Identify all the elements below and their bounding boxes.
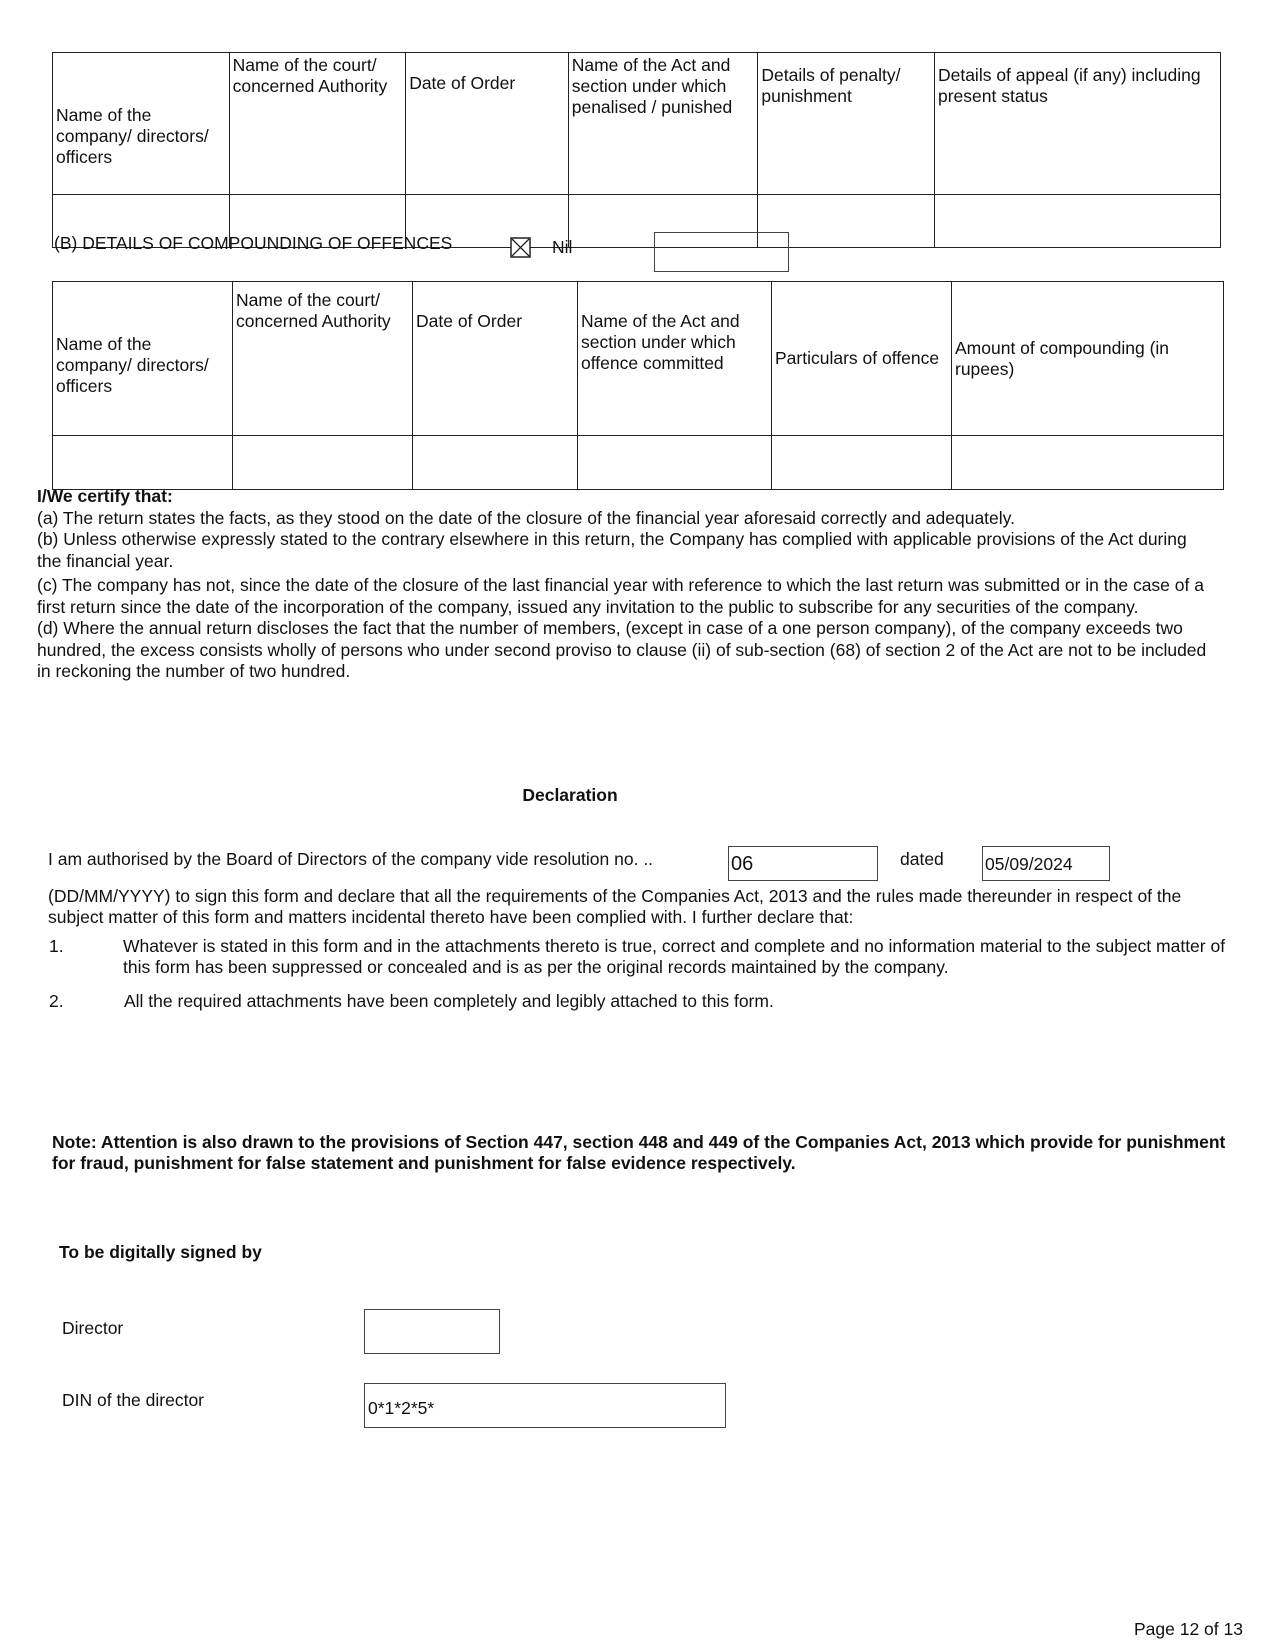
table-header-row <box>53 282 1224 436</box>
declaration-item-number: 2. <box>49 991 64 1011</box>
attention-note: Note: Attention is also drawn to the provisions of Section 447, section 448 and 449 of the Companies Act, 2013 which provide for punishment for fraud, punishment for false statement and punishment for false evidence respectively. <box>52 1132 1226 1173</box>
column-header: Name of the Act and section under which offence committed <box>578 282 772 436</box>
declaration-item-number: 1. <box>49 936 64 956</box>
table-cell[interactable] <box>233 436 413 490</box>
column-header: Particulars of offence <box>772 282 952 436</box>
resolution-text: I am authorised by the Board of Directors of the company vide resolution no. .. <box>48 849 654 869</box>
column-header: Date of Order <box>406 53 569 195</box>
table-cell[interactable] <box>772 436 952 490</box>
column-header: Name of the company/ directors/ officers <box>53 282 233 436</box>
resolution-date-field[interactable]: 05/09/2024 <box>982 846 1110 881</box>
certification-heading: I/We certify that: <box>37 486 173 506</box>
column-header: Details of penalty/ punishment <box>758 53 935 195</box>
director-label: Director <box>62 1318 124 1338</box>
certification-item-d: (d) Where the annual return discloses the fact that the number of members, (except in case of a one person company), of the company exceeds two hundred, the excess consists wholly of persons who under second proviso to clause (ii) of sub-section (68) of section 2 of the Act are not to be included in reckoning the number of two hundred. <box>37 618 1207 681</box>
column-header: Date of Order <box>413 282 578 436</box>
table-cell[interactable] <box>952 436 1224 490</box>
compounding-section-label: (B) DETAILS OF COMPOUNDING OF OFFENCES <box>54 233 453 253</box>
digital-signature-heading: To be digitally signed by <box>59 1242 262 1262</box>
column-header: Amount of compounding (in rupees) <box>952 282 1224 436</box>
certification-block <box>37 486 1207 683</box>
table-cell[interactable] <box>53 436 233 490</box>
table-row <box>53 436 1224 490</box>
declaration-item-text: Whatever is stated in this form and in the attachments thereto is true, correct and complete and no information material to the subject matter of this form has been suppressed or concealed and is as per the original records maintained by the company. <box>123 936 1226 977</box>
penalty-details-table <box>52 52 1221 248</box>
table-cell[interactable] <box>413 436 578 490</box>
din-field[interactable]: 0*1*2*5* <box>364 1383 726 1428</box>
certification-item-a: (a) The return states the facts, as they stood on the date of the closure of the financial year aforesaid correctly and adequately. <box>37 507 1015 528</box>
compounding-details-table <box>52 281 1224 490</box>
dated-label: dated <box>900 849 944 869</box>
nil-label: Nil <box>552 237 573 257</box>
declaration-item-text: All the required attachments have been completely and legibly attached to this form. <box>124 991 774 1011</box>
column-header: Name of the Act and section under which penalised / punished <box>568 53 758 195</box>
column-header: Name of the court/ concerned Authority <box>233 282 413 436</box>
declaration-paragraph: (DD/MM/YYYY) to sign this form and declare that all the requirements of the Companies Act, 2013 and the rules made thereunder in respect of the subject matter of this form and matters incidental thereto have been complied with. I further declare that: <box>48 886 1182 927</box>
column-header: Details of appeal (if any) including present status <box>934 53 1220 195</box>
page-number: Page 12 of 13 <box>1134 1619 1243 1639</box>
table-header-row <box>53 53 1221 195</box>
compounding-input-field[interactable] <box>654 232 789 272</box>
column-header: Name of the company/ directors/ officers <box>53 53 230 195</box>
din-label: DIN of the director <box>62 1390 204 1410</box>
director-signature-field[interactable] <box>364 1309 500 1354</box>
checked-box-icon <box>510 237 531 258</box>
table-cell[interactable] <box>934 195 1220 248</box>
certification-item-b: (b) Unless otherwise expressly stated to the contrary elsewhere in this return, the Company has complied with applicable provisions of the Act during the financial year. <box>37 529 1187 571</box>
nil-checkbox[interactable] <box>510 237 531 258</box>
column-header: Name of the court/ concerned Authority <box>229 53 406 195</box>
certification-item-c: (c) The company has not, since the date of the closure of the last financial year with reference to which the last return was submitted or in the case of a first return since the date of the incorporation of the company, issued any invitation to the public to subscribe for any securities of the company. <box>37 575 1204 617</box>
resolution-number-field[interactable]: 06 <box>728 846 878 881</box>
declaration-title: Declaration <box>522 785 618 805</box>
table-cell[interactable] <box>578 436 772 490</box>
